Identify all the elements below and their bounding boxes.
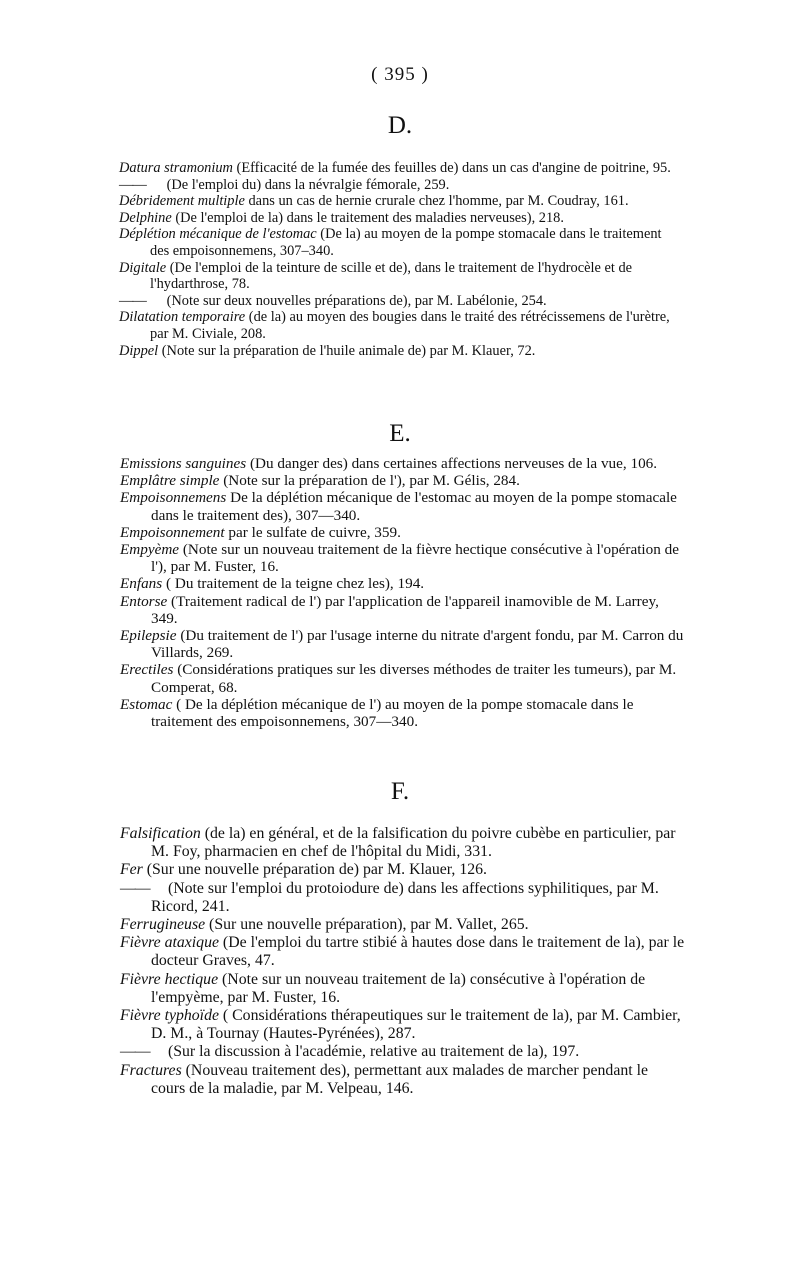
ditto-dash: —— bbox=[120, 879, 150, 897]
entry-term: Estomac bbox=[120, 695, 173, 713]
index-entry bbox=[120, 489, 685, 523]
entry-text: De la déplétion mécanique de l'estomac au moyen de la pompe stomacale dans le traitement des), 307—340. bbox=[151, 489, 677, 524]
index-entry bbox=[120, 880, 685, 916]
entry-text: (Traitement radical de l') par l'application de l'appareil inamovible de M. Larrey, 349. bbox=[151, 592, 659, 627]
index-entry bbox=[119, 160, 677, 177]
index-entry bbox=[119, 293, 677, 310]
index-entry bbox=[120, 1043, 685, 1061]
section-letter-d: D. bbox=[387, 112, 413, 139]
entry-term: Fièvre ataxique bbox=[120, 934, 219, 952]
entry-term: Digitale bbox=[119, 259, 167, 276]
entry-text: dans un cas de hernie crurale chez l'homme, par M. Coudray, 161. bbox=[244, 193, 629, 210]
entry-text: (Du traitement de l') par l'usage interne du nitrate d'argent fondu, par M. Carron du Villards, 269. bbox=[151, 627, 684, 662]
index-entry bbox=[120, 934, 685, 970]
index-entry bbox=[120, 575, 685, 592]
index-entry bbox=[120, 627, 685, 661]
index-entry bbox=[119, 177, 677, 194]
entry-term: Enfans bbox=[120, 575, 163, 593]
entry-term: Erectiles bbox=[120, 661, 174, 679]
entry-term: Empoisonnement bbox=[120, 523, 225, 541]
index-entry bbox=[119, 343, 677, 360]
entry-term: Emissions sanguines bbox=[120, 455, 247, 472]
entry-term: Dippel bbox=[119, 342, 159, 359]
entry-text: (De l'emploi du) dans la névralgie fémorale, 259. bbox=[163, 176, 450, 193]
entry-term: Entorse bbox=[120, 592, 168, 610]
entry-text: (Note sur l'emploi du protoiodure de) dans les affections syphilitiques, par M. Ricord, 241. bbox=[151, 879, 659, 915]
entry-text: (Sur la discussion à l'académie, relative au traitement de la), 197. bbox=[164, 1043, 580, 1061]
entry-term: Falsification bbox=[120, 825, 201, 842]
index-entry bbox=[120, 1062, 685, 1098]
entry-text: (Considérations pratiques sur les diverses méthodes de traiter les tumeurs), par M. Comperat, 68. bbox=[151, 661, 677, 696]
index-entry bbox=[120, 455, 685, 472]
index-entry bbox=[120, 593, 685, 627]
index-entry bbox=[120, 825, 685, 861]
ditto-dash: —— bbox=[120, 1043, 150, 1061]
entry-text: (Note sur la préparation de l'huile animale de) par M. Klauer, 72. bbox=[158, 342, 536, 359]
entry-term: Fièvre typhoïde bbox=[120, 1007, 219, 1025]
entry-text: (Efficacité de la fumée des feuilles de) dans un cas d'angine de poitrine, 95. bbox=[232, 160, 671, 176]
entry-text: ( De la déplétion mécanique de l') au moyen de la pompe stomacale dans le traitement des empoisonnemens, 307—340. bbox=[151, 695, 634, 731]
entry-term: Datura stramonium bbox=[119, 160, 233, 176]
entry-text: (Sur une nouvelle préparation), par M. Vallet, 265. bbox=[205, 916, 529, 934]
index-entry bbox=[120, 661, 685, 695]
entry-text: (Note sur la préparation de l'), par M. Gélis, 284. bbox=[219, 472, 520, 490]
entry-text: (Note sur un nouveau traitement de la) consécutive à l'opération de l'empyème, par M. Fuster, 16. bbox=[151, 970, 646, 1006]
index-entry bbox=[120, 696, 685, 730]
entry-text: (De l'emploi du tartre stibié à hautes dose dans le traitement de la), par le docteur Graves, 47. bbox=[151, 934, 685, 970]
index-entry bbox=[120, 541, 685, 575]
entry-text: par le sulfate de cuivre, 359. bbox=[224, 523, 401, 541]
entry-term: Ferrugineuse bbox=[120, 916, 206, 934]
entry-term: Fièvre hectique bbox=[120, 970, 219, 988]
index-entry bbox=[120, 472, 685, 489]
entry-term: Fractures bbox=[120, 1061, 182, 1079]
index-entry bbox=[120, 971, 685, 1007]
entry-text: ( Du traitement de la teigne chez les), 194. bbox=[162, 575, 425, 593]
index-entry bbox=[120, 916, 685, 934]
entry-term: Débridement multiple bbox=[119, 193, 245, 210]
index-list-e bbox=[120, 455, 685, 730]
index-list-f bbox=[120, 825, 685, 1098]
section-letter-f: F. bbox=[390, 778, 410, 805]
index-entry bbox=[119, 260, 677, 293]
index-entry bbox=[120, 861, 685, 879]
index-list-d bbox=[119, 160, 677, 359]
ditto-dash: —— bbox=[119, 176, 146, 193]
entry-text: (De la) au moyen de la pompe stomacale dans le traitement des empoisonnemens, 307–340. bbox=[150, 226, 662, 259]
entry-term: Emplâtre simple bbox=[120, 472, 220, 490]
ditto-dash: —— bbox=[119, 292, 146, 309]
entry-text: (de la) au moyen des bougies dans le traité des rétrécissemens de l'urètre, par M. Civiale, 208. bbox=[150, 309, 670, 342]
section-letter-e: E. bbox=[389, 420, 411, 447]
entry-term: Delphine bbox=[119, 209, 172, 226]
entry-text: (De l'emploi de la) dans le traitement des maladies nerveuses), 218. bbox=[171, 209, 564, 226]
entry-term: Empyème bbox=[120, 541, 180, 559]
entry-text: (De l'emploi de la teinture de scille et de), dans le traitement de l'hydrocèle et de l'hydarthrose, 78. bbox=[150, 259, 633, 293]
index-entry bbox=[120, 1007, 685, 1043]
page-number: ( 395 ) bbox=[371, 64, 429, 85]
entry-term: Epilepsie bbox=[120, 627, 177, 645]
entry-text: (Note sur deux nouvelles préparations de), par M. Labélonie, 254. bbox=[163, 292, 547, 309]
entry-text: (Nouveau traitement des), permettant aux malades de marcher pendant le cours de la maladie, par M. Velpeau, 146. bbox=[151, 1061, 648, 1097]
entry-text: (Du danger des) dans certaines affections nerveuses de la vue, 106. bbox=[246, 455, 658, 472]
index-entry bbox=[119, 309, 677, 342]
entry-text: (de la) en général, et de la falsification du poivre cubèbe en particulier, par M. Foy, pharmacien en chef de l'hôpital du Midi, 331. bbox=[151, 825, 676, 861]
index-entry bbox=[120, 524, 685, 541]
entry-term: Déplétion mécanique de l'estomac bbox=[119, 226, 317, 243]
index-entry bbox=[119, 193, 677, 210]
entry-text: (Sur une nouvelle préparation de) par M. Klauer, 126. bbox=[142, 861, 487, 879]
entry-text: (Note sur un nouveau traitement de la fièvre hectique consécutive à l'opération de l'), par M. Fuster, 16. bbox=[151, 541, 679, 576]
index-entry bbox=[119, 226, 677, 259]
entry-term: Empoisonnemens bbox=[120, 489, 227, 507]
entry-term: Dilatation temporaire bbox=[119, 309, 246, 326]
entry-text: ( Considérations thérapeutiques sur le traitement de la), par M. Cambier, D. M., à Tournay (Hautes-Pyrénées), 287. bbox=[151, 1007, 681, 1043]
index-entry bbox=[119, 210, 677, 227]
entry-term: Fer bbox=[120, 861, 143, 879]
